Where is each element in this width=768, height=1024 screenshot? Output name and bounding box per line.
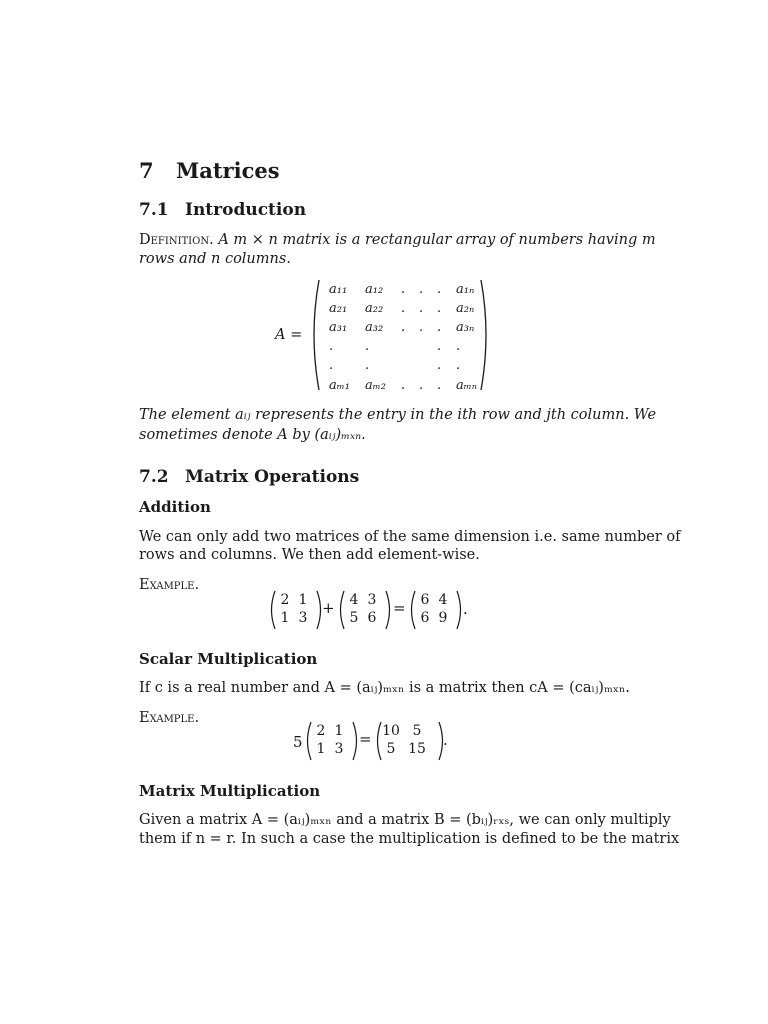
subsection-heading-operations — [139, 467, 359, 487]
matrix-entry: a₂₂ — [365, 301, 384, 316]
section-heading — [139, 158, 280, 183]
matrix-entry: . — [329, 358, 334, 373]
scalar-matrix-2-entry: 10 — [382, 723, 400, 739]
matrix-entry: . — [437, 339, 442, 354]
section-title: Matrices — [176, 158, 280, 183]
addition-matrix-2-entry: 5 — [349, 610, 359, 626]
matrix-entry: a₂₁ — [329, 301, 348, 316]
addition-matrix-1-entry: 1 — [298, 592, 308, 608]
scalar-heading: Scalar Multiplication — [139, 650, 318, 668]
scalar-matrix-1-entry: 2 — [316, 723, 326, 739]
matrix-entry: . — [419, 282, 424, 297]
matrix-entry: . — [401, 378, 406, 393]
matrix-entry: . — [419, 320, 424, 335]
scalar-matrix-2-entry: 5 — [412, 723, 422, 739]
matrix-entry: . — [401, 282, 406, 297]
scalar-matrix-1-entry: 3 — [334, 741, 344, 757]
matrix-entry: . — [437, 378, 442, 393]
matrix-entry: . — [437, 320, 442, 335]
addition-matrix-1-entry: 2 — [280, 592, 290, 608]
scalar-matrix-1-entry: 1 — [334, 723, 344, 739]
matrix-entry: aₘ₂ — [365, 378, 386, 393]
scalar-example-label: Example. — [139, 710, 200, 726]
matrix-entry: . — [329, 339, 334, 354]
addition-line-1: We can only add two matrices of the same dimension i.e. same number of — [139, 529, 681, 545]
subsection-title: Introduction — [185, 200, 307, 220]
matrix-entry: . — [401, 320, 406, 335]
addition-matrix-3-entry: 4 — [438, 592, 448, 608]
element-note-line-2: sometimes denote A by (aᵢⱼ)ₘₓₙ. — [139, 427, 366, 443]
matrix-entry: . — [419, 378, 424, 393]
definition-line-2: rows and n columns. — [139, 251, 291, 267]
scalar-value: 5 — [293, 733, 303, 751]
scalar-matrix-2-entry: 15 — [408, 741, 426, 757]
multiplication-heading: Matrix Multiplication — [139, 782, 321, 800]
addition-matrix-2-entry: 4 — [349, 592, 359, 608]
matrix-entry: a₁ₙ — [456, 282, 475, 297]
subsection-title: Matrix Operations — [185, 467, 360, 487]
addition-line-2: rows and columns. We then add element-wise. — [139, 547, 480, 563]
definition-text-1: A m × n matrix is a rectangular array of numbers having m — [218, 232, 656, 248]
addition-equation — [267, 590, 507, 634]
subsection-number: 7.1 — [139, 200, 169, 220]
matrix-entry: a₂ₙ — [456, 301, 475, 316]
addition-matrix-1-entry: 1 — [280, 610, 290, 626]
matrix-entry: . — [456, 339, 461, 354]
matrix-entry: a₃₂ — [365, 320, 384, 335]
matrix-entry: a₁₁ — [329, 282, 348, 297]
definition-label: Definition. — [139, 232, 214, 248]
matrix-entry: . — [437, 282, 442, 297]
equals-sign: = — [359, 730, 372, 748]
period: . — [463, 600, 468, 618]
section-number: 7 — [139, 158, 154, 183]
matrix-entry: . — [365, 358, 370, 373]
matrix-entry: . — [437, 301, 442, 316]
right-paren-icon — [477, 278, 493, 392]
scalar-matrix-2-entry: 5 — [386, 741, 396, 757]
addition-matrix-3-entry: 6 — [420, 592, 430, 608]
addition-heading: Addition — [139, 498, 211, 516]
matrix-entry: aₘ₁ — [329, 378, 350, 393]
definition-line-1 — [139, 231, 656, 250]
addition-matrix-2-entry: 6 — [367, 610, 377, 626]
addition-matrix-3-entry: 9 — [438, 610, 448, 626]
element-note-line-1: The element aᵢⱼ represents the entry in the ith row and jth column. We — [139, 407, 657, 423]
equals-sign: = — [393, 599, 406, 617]
matrix-entry: . — [401, 301, 406, 316]
matrix-entry: . — [365, 339, 370, 354]
matrix-entry: . — [456, 358, 461, 373]
matrix-entry: a₁₂ — [365, 282, 384, 297]
scalar-line-1: If c is a real number and A = (aᵢⱼ)ₘₓₙ is a matrix then cA = (caᵢⱼ)ₘₓₙ. — [139, 680, 630, 696]
scalar-equation — [293, 721, 493, 765]
plus-sign: + — [322, 599, 335, 617]
multiplication-line-2: them if n = r. In such a case the multiplication is defined to be the matrix — [139, 831, 680, 847]
matrix-entry: . — [437, 358, 442, 373]
addition-matrix-1-entry: 3 — [298, 610, 308, 626]
addition-matrix-2-entry: 3 — [367, 592, 377, 608]
multiplication-line-1: Given a matrix A = (aᵢⱼ)ₘₓₙ and a matrix B = (bᵢⱼ)ᵣₓₛ, we can only multiply — [139, 812, 671, 828]
matrix-entry: aₘₙ — [456, 378, 477, 393]
matrix-lhs: A = — [275, 327, 303, 343]
period: . — [443, 731, 448, 749]
addition-matrix-3-entry: 6 — [420, 610, 430, 626]
matrix-entry: . — [419, 301, 424, 316]
scalar-matrix-1-entry: 1 — [316, 741, 326, 757]
subsection-number: 7.2 — [139, 467, 169, 487]
addition-example-label: Example. — [139, 577, 200, 593]
general-matrix — [321, 282, 477, 392]
matrix-entry: a₃ₙ — [456, 320, 475, 335]
subsection-heading-introduction — [139, 200, 306, 220]
matrix-entry: a₃₁ — [329, 320, 348, 335]
